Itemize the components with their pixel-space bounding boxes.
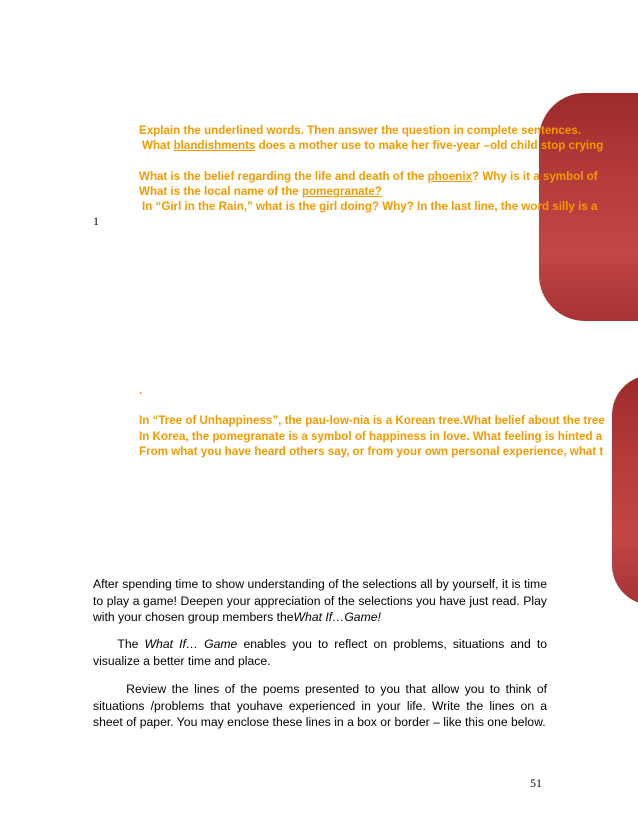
page-number: 51 bbox=[530, 776, 542, 790]
paragraph-review: Review the lines of the poems presented to you that allow you to think of situations /problems that youhave experienced in your life. Write the lines on a sheet of paper. You may enclose these lines in a box or border – like this one below. bbox=[93, 682, 547, 730]
underlined-word: pomegranate? bbox=[301, 185, 382, 198]
question-3: What is the local name of the pomegranate? bbox=[139, 185, 382, 198]
underlined-word: phoenix bbox=[427, 170, 473, 183]
question-7: From what you have heard others say, or from your own personal experience, what t bbox=[139, 445, 604, 458]
question-2: What is the belief regarding the life and death of the phoenix? Why is it a symbol of bbox=[139, 170, 598, 183]
paragraph-what-if: The What If… Game enables you to reflect on problems, situations and to visualize a better time and place. bbox=[93, 637, 548, 668]
paragraph-intro: After spending time to show understanding of the selections all by yourself, it is time to play a game! Deepen your appreciation of the selections you have just read. Play with your chosen group members theWhat If…Game! bbox=[93, 577, 547, 625]
underlined-word: blandishments bbox=[173, 139, 256, 152]
question-5: In “Tree of Unhappiness”, the pau-low-nia is a Korean tree.What belief about the tree bbox=[139, 414, 605, 427]
item-number: 1 bbox=[93, 214, 99, 228]
question-6: In Korea, the pomegranate is a symbol of happiness in love. What feeling is hinted a bbox=[139, 430, 603, 443]
question-1: What blandishments does a mother use to make her five-year –old child stop crying bbox=[142, 139, 604, 152]
bullet-dot: . bbox=[139, 383, 143, 397]
decorative-red-tab bbox=[612, 375, 638, 605]
question-4: In “Girl in the Rain,” what is the girl doing? Why? In the last line, the word silly is a bbox=[142, 200, 598, 213]
question-instruction: Explain the underlined words. Then answer the question in complete sentences. bbox=[139, 124, 581, 137]
